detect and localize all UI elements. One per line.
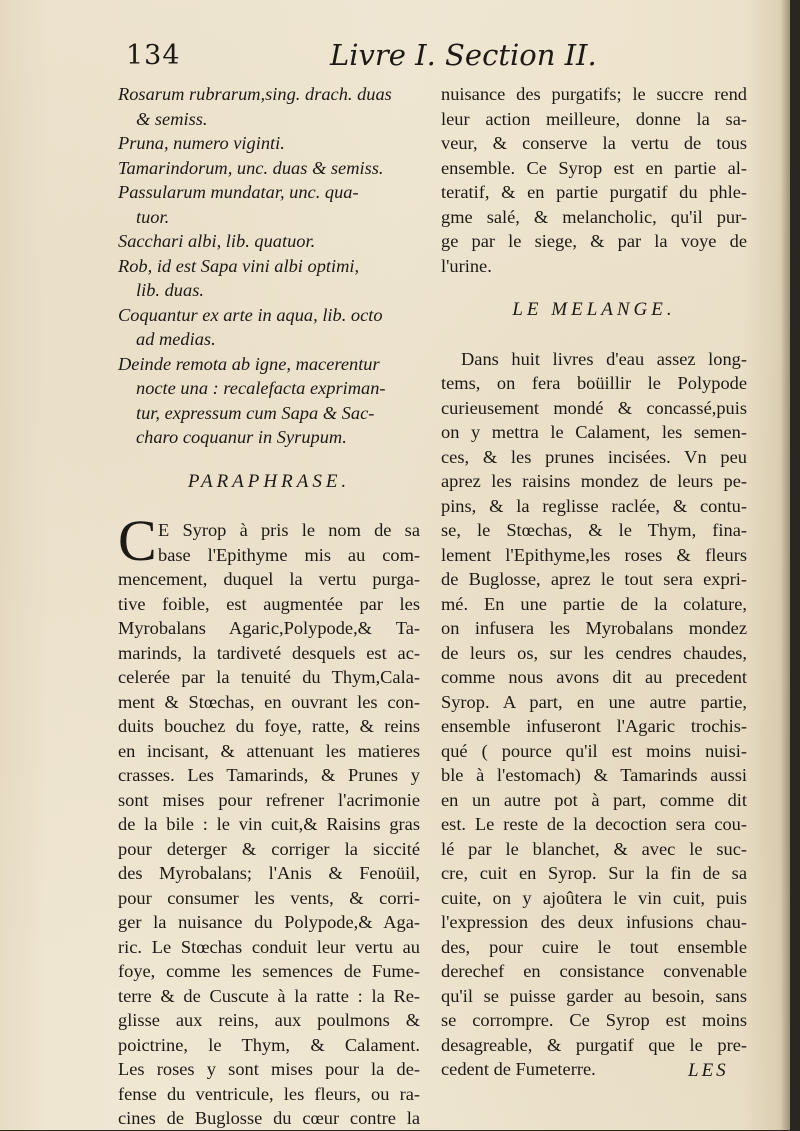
recipe-line: ad medias. [136,329,216,349]
text-line: derechef en consistance convenable [441,961,747,981]
paraphrase-text [118,508,420,1131]
text-line: duits bouchez du foye, ratte, & reins [118,716,420,736]
recipe-line: Coquantur ex arte in aqua, lib. octo [118,304,383,325]
text-line: en un autre pot à part, comme dit [441,789,747,810]
text-line: sont mises pour refrener l'acrimonie [118,789,420,810]
catchword: LES [688,1060,729,1081]
text-line: desagreable, & purgatif que le pre- [441,1034,747,1055]
right-column [441,82,747,1082]
text-line: mencement, duquel la vertu purga- [118,569,420,589]
recipe-line: Rob, id est Sapa vini albi optimi, [118,255,360,276]
text-line: E Syrop à pris le nom de sa [158,520,420,540]
text-line: Les roses y sont mises pour la de- [118,1059,420,1079]
text-line: base l'Epithyme mis au com- [158,544,420,565]
text-line: leur action meilleure, donne la sa- [441,108,747,129]
recipe-line: Tamarindorum, unc. duas & semiss. [118,157,384,178]
paraphrase-heading: PARAPHRASE. [187,470,351,492]
text-line: pins, & la reglisse raclée, & contu- [441,495,747,516]
text-line: ger la nuisance du Polypode,& Aga- [118,912,420,932]
text-line: des, pour cuire le tout ensemble [441,936,747,957]
recipe-line: Pruna, numero viginti. [118,133,285,153]
page-number: 134 [126,40,181,71]
text-line: ment & Stœchas, en ouvrant les con- [118,691,420,712]
recipe-line: Deinde remota ab igne, macerentur [118,353,380,374]
text-line: aprez les raisins mondez de leurs pe- [441,471,747,491]
text-line: de Buglosse, aprez le tout sera expri- [441,569,747,589]
text-line: de leurs os, sur les cendres chaudes, [441,642,747,663]
recipe-list [118,82,420,450]
text-line: fense du ventricule, les fleurs, ou ra- [118,1083,420,1104]
text-line: en incisant, & attenuant les matieres [118,740,420,761]
melange-text [441,347,747,1082]
paraphrase-continuation [441,82,747,278]
text-line: ge par le siege, & par la voye de [441,231,747,251]
left-column [118,82,420,1131]
text-line: glisse aux reins, aux poulmons & [118,1010,420,1030]
text-line: Syrop. A part, en une autre partie, [441,691,747,712]
page-header [126,38,766,78]
text-line: se corrompre. Ce Syrop est moins [441,1010,747,1030]
text-line: curieusement mondé & concassé,puis [441,397,747,418]
text-line: cuite, on y ajoûtera le vin cuit, puis [441,887,747,908]
text-line: on infusera les Myrobalans mondez [441,618,747,638]
text-line: ble à l'estomach) & Tamarinds aussi [441,765,747,785]
text-line: foye, comme les semences de Fume- [118,961,420,981]
text-line: l'urine. [441,255,492,276]
text-line: comme nous avons dit au precedent [441,667,747,687]
recipe-line: Passularum mundatar, unc. qua- [118,182,359,202]
text-line: est. Le reste de la decoction sera cou- [441,814,747,834]
text-line: mé. En une partie de la colature, [441,593,747,614]
text-line: Dans huit livres d'eau assez long- [461,348,747,369]
text-line: poictrine, le Thym, & Calament. [118,1034,420,1055]
text-line: terre & de Cuscute à la ratte : la Re- [118,985,420,1006]
text-line: ces, & les prunes incisées. Vn peu [441,446,747,467]
text-line: on y mettra le Calament, les semen- [441,422,747,442]
recipe-line: lib. duas. [136,280,204,300]
text-line: veur, & conserve la vertu de tous [441,133,747,153]
recipe-line: & semiss. [136,108,208,129]
text-line: Myrobalans Agaric,Polypode,& Ta- [118,618,420,638]
text-line: teratif, & en partie purgatif du phle- [441,182,747,202]
text-line: l'expression des deux infusions chau- [441,912,747,932]
text-line: nuisance des purgatifs; le succre rend [441,84,747,104]
text-line: crasses. Les Tamarinds, & Prunes y [118,765,420,785]
melange-heading: LE MELANGE. [512,299,676,320]
running-head: Livre I. Section II. [330,38,597,72]
text-line: de la bile : le vin cuit,& Raisins gras [118,814,420,834]
text-line: tive foible, est augmentée par les [118,593,420,614]
text-line: cre, cuit en Syrop. Sur la fin de sa [441,863,747,883]
text-line: ensemble. Ce Syrop est en partie al- [441,157,747,178]
text-line: des Myrobalans; l'Anis & Fenoüil, [118,863,420,883]
text-line: marinds, la tardiveté desquels est ac- [118,642,420,663]
text-line: pour deterger & corriger la siccité [118,838,420,859]
recipe-line: tuor. [136,206,170,227]
text-line: pour consumer les vents, & corri- [118,887,420,908]
recipe-line: nocte una : recalefacta expriman- [136,378,386,398]
text-line: gme salé, & melancholic, qu'il pur- [441,206,747,227]
text-line: celerée par la tenuité du Thym,Cala- [118,667,420,687]
text-line: se, le Stœchas, & le Thym, fina- [441,520,747,540]
recipe-line: charo coquanur in Syrupum. [136,427,347,447]
text-line: lement l'Epithyme,les roses & fleurs [441,544,747,565]
text-line: ensemble infuseront l'Agaric trochis- [441,716,747,736]
recipe-line: Sacchari albi, lib. quatuor. [118,231,316,251]
text-line: tems, on fera boüillir le Polypode [441,373,747,393]
text-line: cedent de Fumeterre. [441,1059,596,1079]
text-line: qué ( pource qu'il est moins nuisi- [441,740,747,761]
drop-capital: C [118,508,157,573]
recipe-line: tur, expressum cum Sapa & Sac- [136,402,375,423]
text-line: lé par le blanchet, & avec le suc- [441,838,747,859]
text-line: qu'il se puisse garder au besoin, sans [441,985,747,1006]
text-line: ric. Le Stœchas conduit leur vertu au [118,936,420,957]
text-line: cines de Buglosse du cœur contre la [118,1108,420,1128]
recipe-line: Rosarum rubrarum,sing. drach. duas [118,84,392,104]
